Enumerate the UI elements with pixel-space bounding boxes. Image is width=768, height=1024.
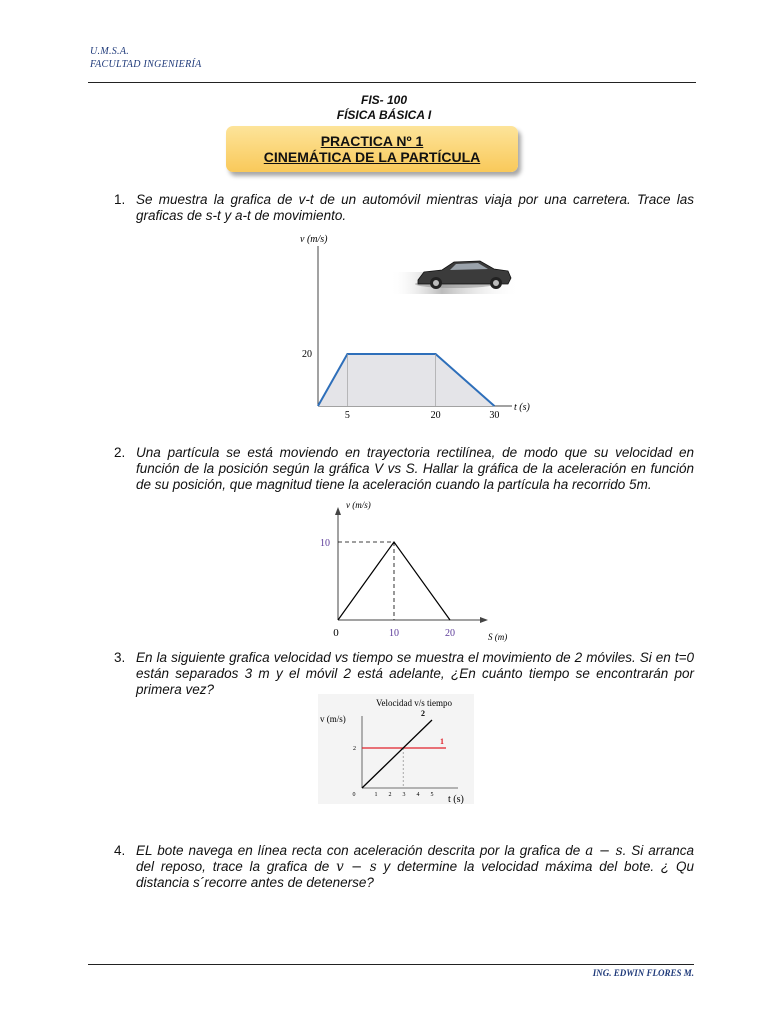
chart2-y-arrow xyxy=(335,507,341,515)
question-2-text: Una partícula se está moviendo en trayectoria rectilínea, de modo que su velocidad en función de la posición según la gráfica V vs S. Hallar la gráfica de la aceleración en función de su posición, que magnitud tiene la aceleración cuando la partícula ha recorrido 5m. xyxy=(136,445,694,492)
chart3-xtick-0: 0 xyxy=(352,792,356,798)
footer-author: ING. EDWIN FLORES M. xyxy=(592,968,694,978)
practice-topic: CINEMÁTICA DE LA PARTÍCULA xyxy=(263,149,481,165)
chart-two-movers xyxy=(318,694,474,804)
chart2-xtick-10: 10 xyxy=(389,628,399,639)
question-4-math-b: v − s xyxy=(336,859,377,875)
question-3-text: En la siguiente grafica velocidad vs tiempo se muestra el movimiento de 2 móviles. Si en t=0 están separados 3 m y el móvil 2 está adelante, ¿En cuánto tiempo se encontrarán por primera vez? xyxy=(136,650,694,697)
chart2-x-arrow xyxy=(480,617,488,623)
chart3-background xyxy=(318,694,474,804)
practice-banner xyxy=(226,126,518,172)
course-code: FIS- 100 xyxy=(360,93,408,107)
chart3-xtick-1: 1 xyxy=(374,792,378,798)
header-rule xyxy=(88,82,696,83)
chart3-title: Velocidad v/s tiempo xyxy=(376,698,452,708)
question-2-number: 2. xyxy=(114,445,126,460)
chart1-xtick-30: 30 xyxy=(489,410,500,421)
faculty-name: FACULTAD INGENIERÍA xyxy=(90,59,202,70)
chart2-ylabel: v (m/s) xyxy=(346,500,371,510)
question-4-text-a: EL bote navega en línea recta con aceleración descrita por la grafica de xyxy=(136,843,586,858)
question-3-number: 3. xyxy=(114,650,126,665)
chart2-xtick-0: 0 xyxy=(333,627,339,639)
header-institution xyxy=(90,45,202,71)
course-name: FÍSICA BÁSICA I xyxy=(336,108,432,122)
chart3-ytick-2: 2 xyxy=(353,746,356,752)
chart3-xtick-5: 5 xyxy=(430,792,434,798)
chart3-xtick-3: 3 xyxy=(402,792,406,798)
chart3-series-label-1: 1 xyxy=(440,737,444,746)
question-1-text: Se muestra la grafica de v-t de un automóvil mientras viaja por una carretera. Trace las graficas de s-t y a-t de movimiento. xyxy=(136,192,694,223)
footer-rule xyxy=(88,964,694,965)
question-4-text-b: . Si arranca del reposo, trace la grafica de xyxy=(136,843,695,874)
chart3-ylabel: v (m/s) xyxy=(320,714,346,724)
question-4-text-c: y determine la velocidad máxima del bote. ¿ Qu distancia s´recorre antes de detenerse? xyxy=(136,859,694,890)
question-4-number: 4. xyxy=(114,843,126,858)
chart1-area xyxy=(318,354,494,406)
chart1-ytick-20: 20 xyxy=(302,349,312,360)
question-4-text xyxy=(136,843,694,891)
chart3-xtick-4: 4 xyxy=(416,792,420,798)
chart2-ytick-10: 10 xyxy=(320,538,330,549)
chart-vt-car xyxy=(290,228,540,428)
question-4-math-a: a − s xyxy=(585,843,623,859)
chart1-xlabel: t (s) xyxy=(514,402,530,413)
practice-number: PRACTICA Nº 1 xyxy=(320,133,424,149)
chart1-xtick-5: 5 xyxy=(344,410,350,421)
chart2-xlabel: S (m) xyxy=(488,632,508,642)
chart2-xtick-20: 20 xyxy=(445,628,455,639)
chart1-xtick-20: 20 xyxy=(430,410,441,421)
question-1-number: 1. xyxy=(114,192,126,207)
chart3-xlabel: t (s) xyxy=(448,794,464,804)
car-illustration xyxy=(390,261,520,294)
chart1-ylabel: v (m/s) xyxy=(300,234,328,245)
chart-vs-particle xyxy=(310,498,530,646)
chart3-xtick-2: 2 xyxy=(388,792,392,798)
chart3-series-label-2: 2 xyxy=(421,709,425,718)
institution-name: U.M.S.A. xyxy=(90,46,130,57)
